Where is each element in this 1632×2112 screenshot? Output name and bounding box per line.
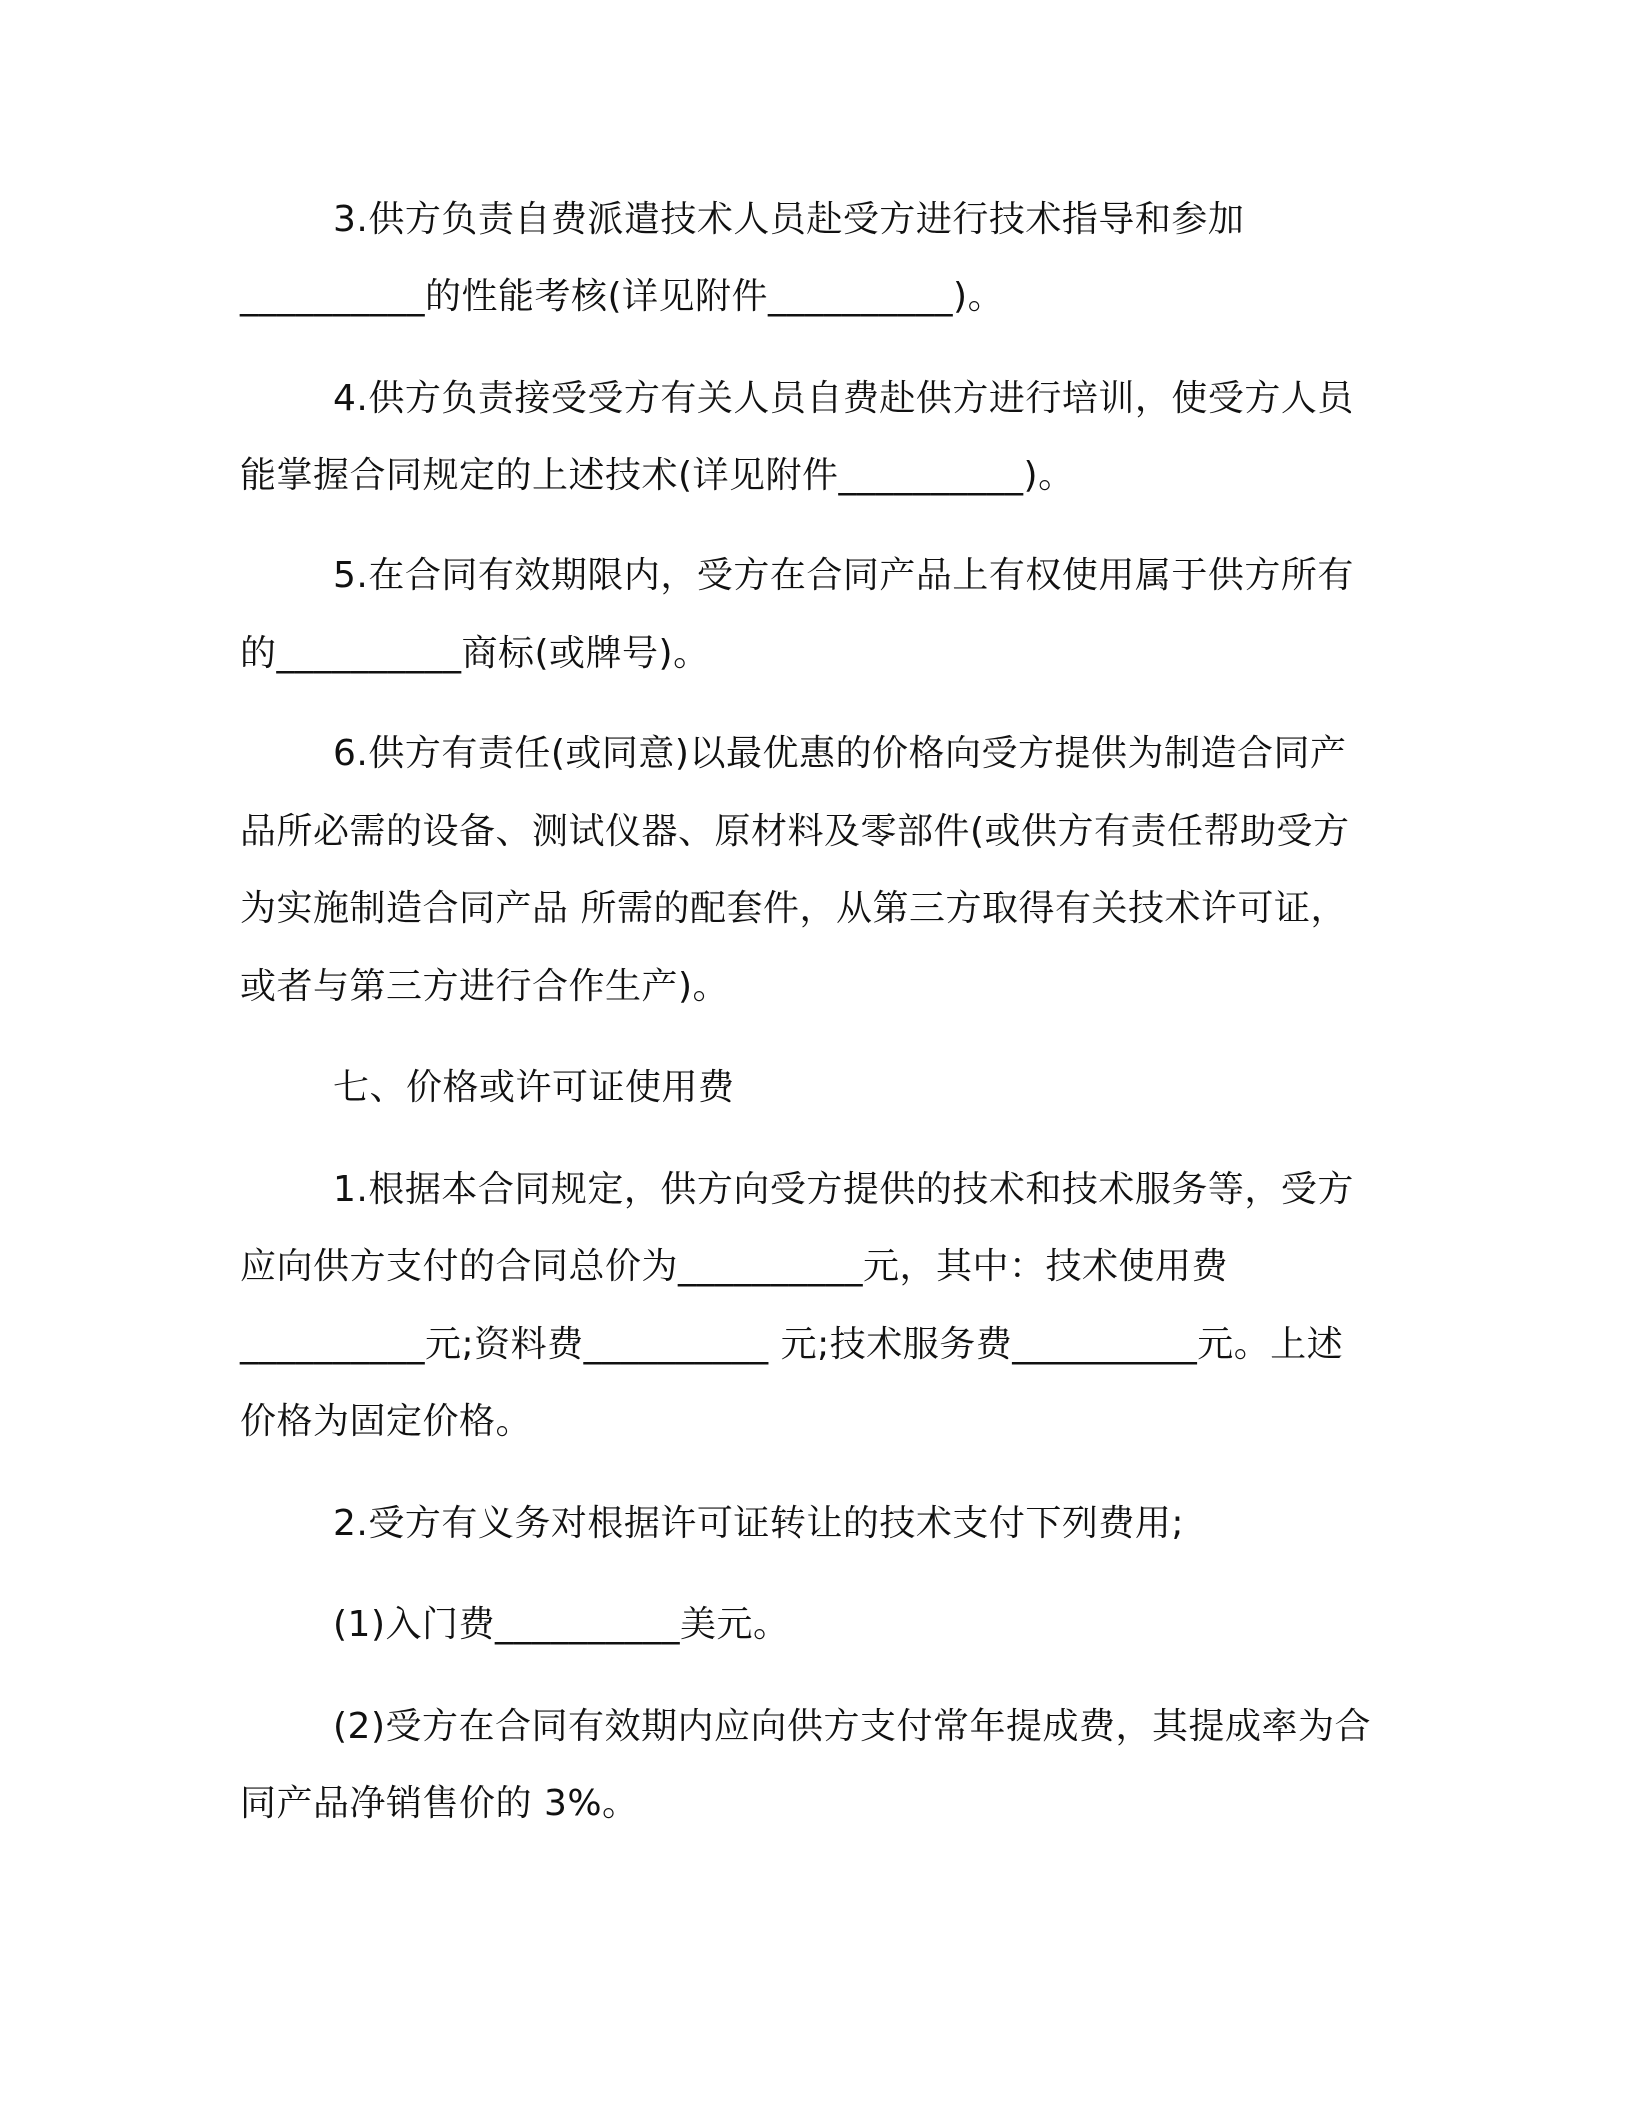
- clause-6-line-4: 或者与第三方进行合作生产)。: [240, 966, 730, 1007]
- clause-3-line-2: __________的性能考核(详见附件__________)。: [240, 276, 1005, 317]
- clause-6-line-1: 6.供方有责任(或同意)以最优惠的价格向受方提供为制造合同产: [333, 733, 1347, 774]
- clause-3-line-1: 3.供方负责自费派遣技术人员赴受方进行技术指导和参加: [333, 199, 1245, 240]
- price-clause-1-line-2: 应向供方支付的合同总价为__________元，其中：技术使用费: [240, 1246, 1229, 1287]
- clause-4-line-2: 能掌握合同规定的上述技术(详见附件__________)。: [240, 455, 1075, 496]
- fee-item-1: (1)入门费__________美元。: [333, 1604, 790, 1645]
- clause-6-line-3: 为实施制造合同产品 所需的配套件，从第三方取得有关技术许可证，: [240, 888, 1347, 929]
- price-clause-1-line-3: __________元;资料费__________ 元;技术服务费__________元。上述: [240, 1324, 1344, 1365]
- clause-5-line-2: 的__________商标(或牌号)。: [240, 633, 710, 674]
- price-clause-1-line-4: 价格为固定价格。: [240, 1401, 533, 1442]
- clause-5-line-1: 5.在合同有效期限内，受方在合同产品上有权使用属于供方所有: [333, 555, 1354, 596]
- fee-item-2-line-2: 同产品净销售价的 3%。: [240, 1783, 639, 1824]
- price-clause-2: 2.受方有义务对根据许可证转让的技术支付下列费用;: [333, 1503, 1184, 1544]
- fee-item-2-line-1: (2)受方在合同有效期内应向供方支付常年提成费，其提成率为合: [333, 1706, 1371, 1747]
- price-clause-1-line-1: 1.根据本合同规定，供方向受方提供的技术和技术服务等，受方: [333, 1169, 1354, 1210]
- clause-6-line-2: 品所必需的设备、测试仪器、原材料及零部件(或供方有责任帮助受方: [240, 811, 1350, 852]
- section-heading: 七、价格或许可证使用费: [333, 1067, 735, 1108]
- clause-4-line-1: 4.供方负责接受受方有关人员自费赴供方进行培训，使受方人员: [333, 378, 1354, 419]
